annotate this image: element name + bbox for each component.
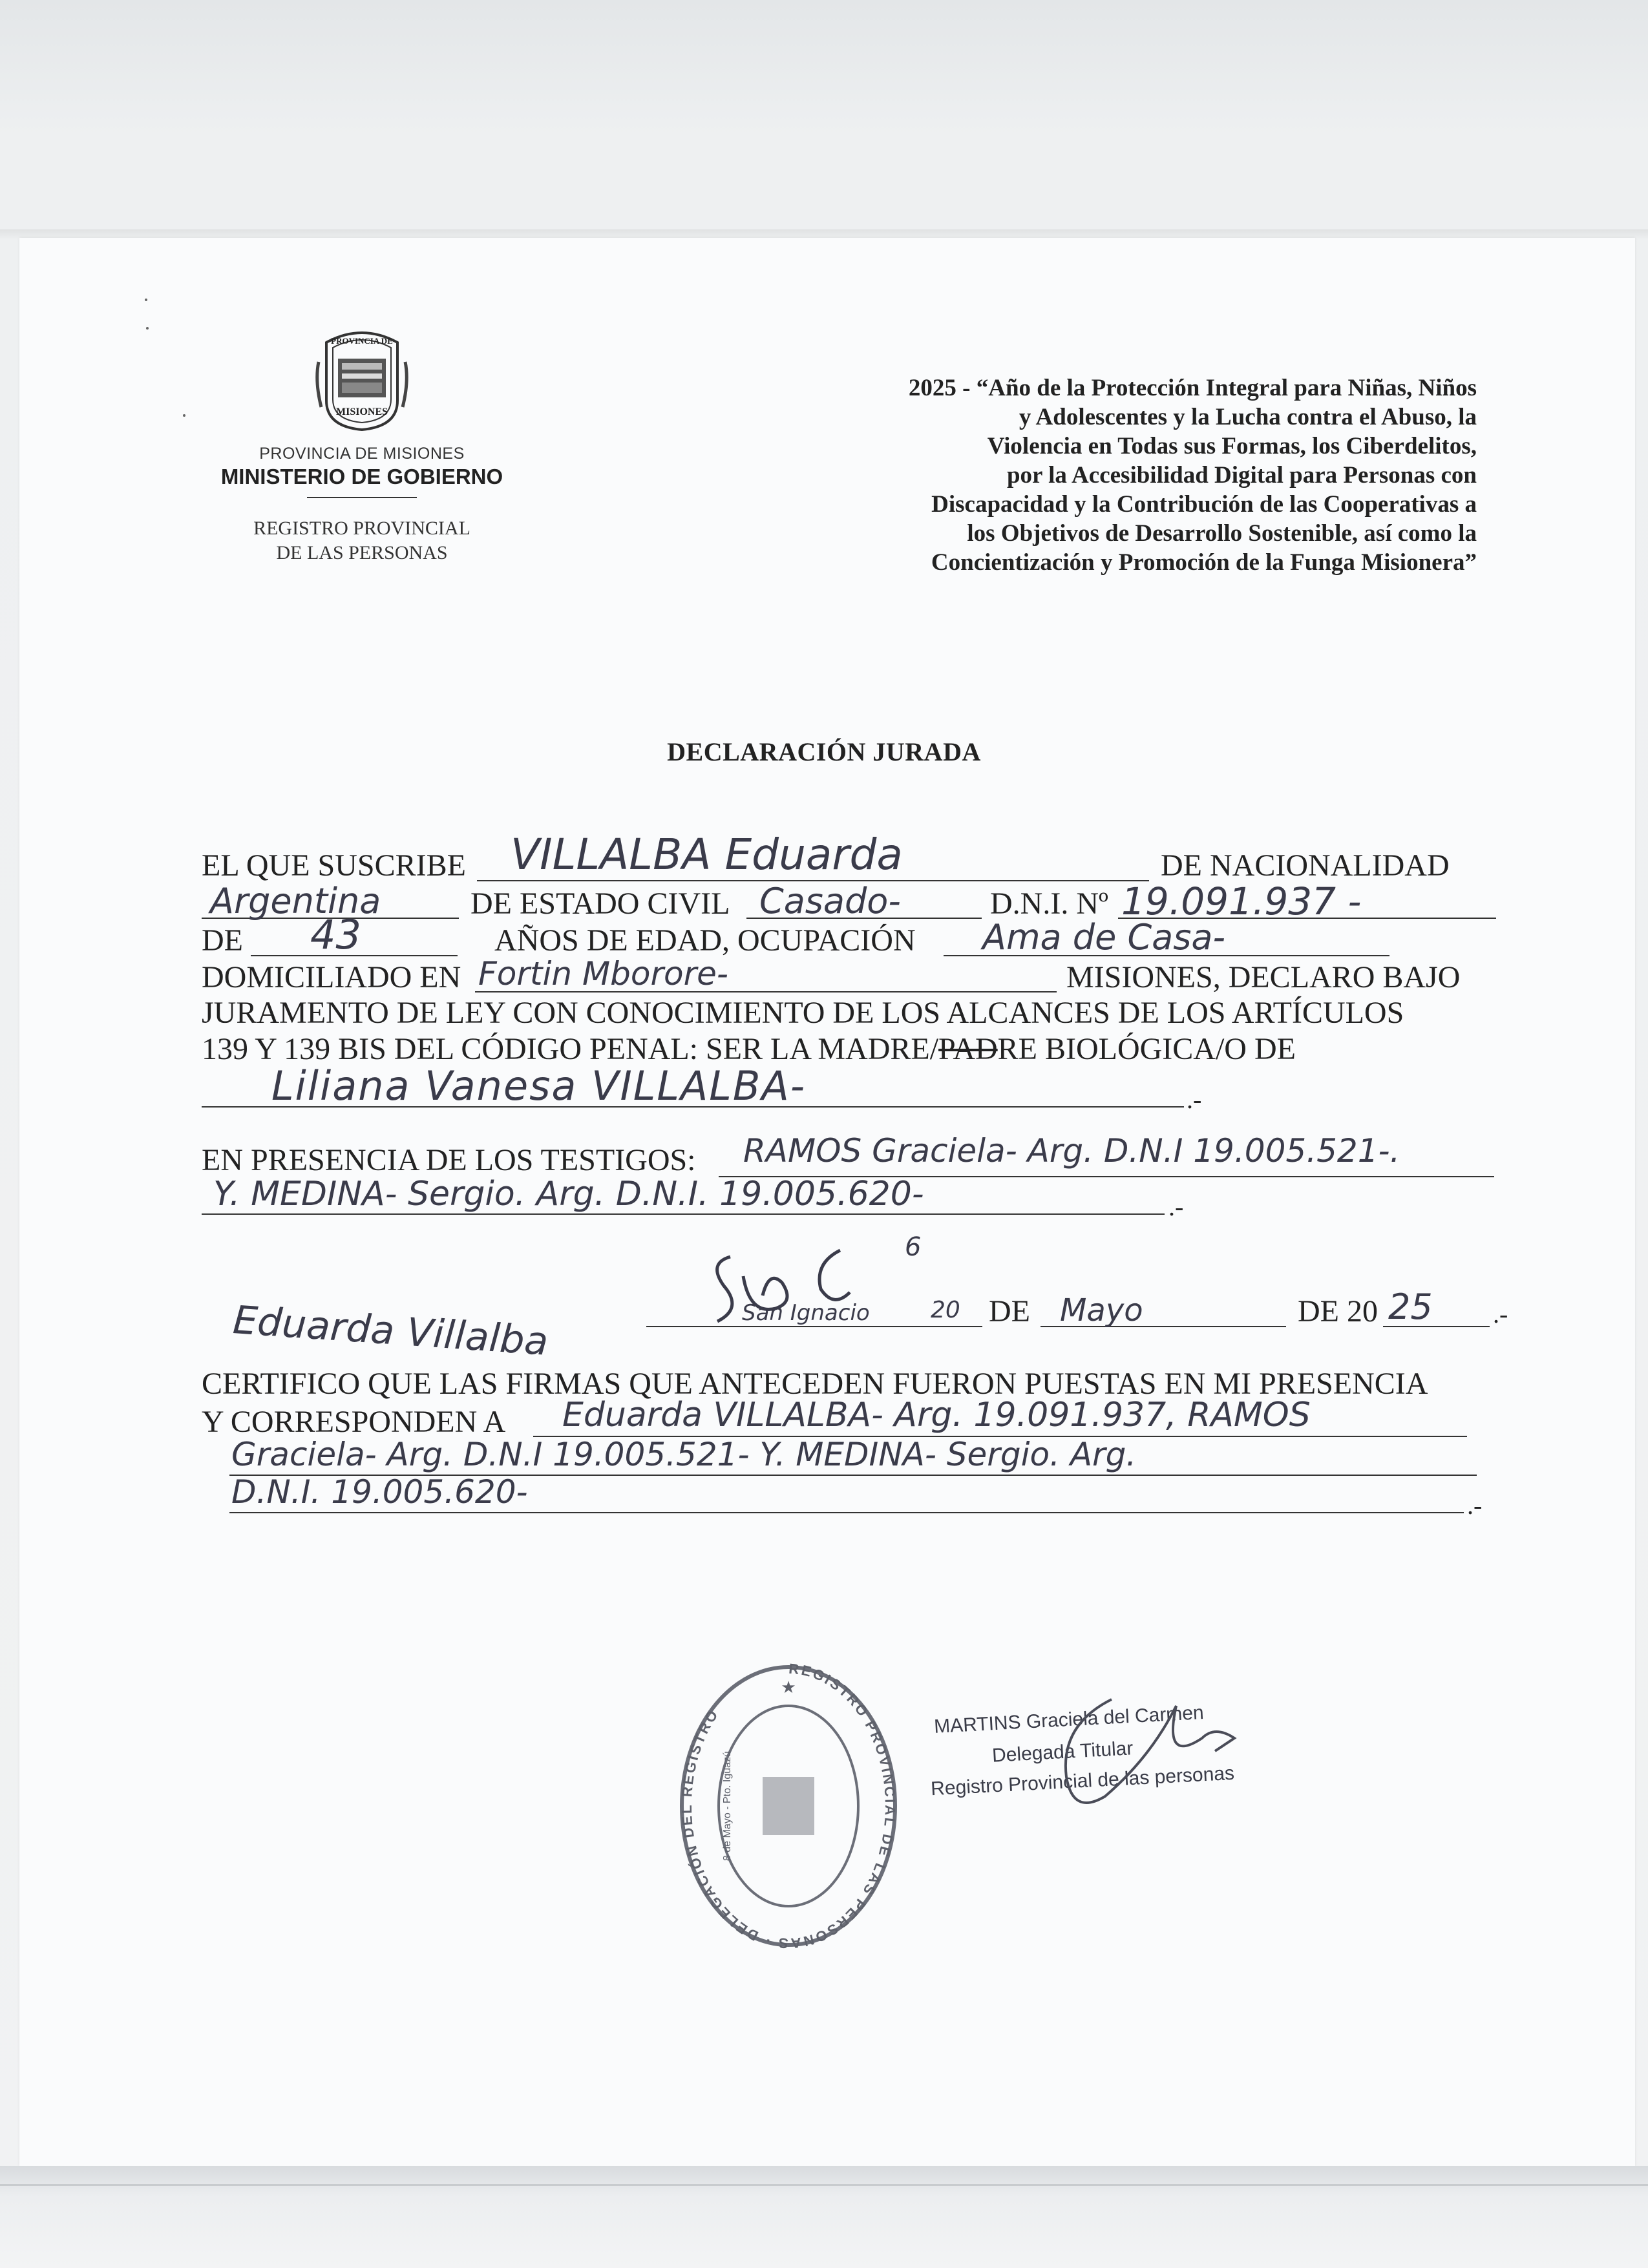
day-handwritten: 6	[905, 1232, 922, 1262]
witness-handwritten-1: RAMOS Graciela- Arg. D.N.I 19.005.521-.	[743, 1132, 1400, 1170]
label-corresponden: Y CORRESPONDEN A	[202, 1405, 506, 1439]
oath-line: JURAMENTO DE LEY CON CONOCIMIENTO DE LOS ALCANCES DE LOS ARTÍCULOS	[202, 996, 1404, 1030]
article-line-a: 139 Y 139 BIS DEL CÓDIGO PENAL: SER LA MADRE/	[202, 1032, 939, 1066]
witness-underline-2	[202, 1213, 1165, 1215]
cert-line: CERTIFICO QUE LAS FIRMAS QUE ANTECEDEN FUERON PUESTAS EN MI PRESENCIA	[202, 1367, 1428, 1401]
article-line	[202, 1034, 1296, 1065]
cert-handwritten-1: Eduarda VILLALBA- Arg. 19.091.937, RAMOS	[562, 1396, 1311, 1434]
motto-line: y Adolescentes y la Lucha contra el Abuso, la	[1019, 404, 1477, 430]
year-motto	[653, 373, 1477, 577]
label-misiones-declaro: MISIONES, DECLARO BAJO	[1066, 960, 1461, 994]
scan-speck	[146, 327, 149, 330]
scan-speck	[145, 299, 147, 301]
logo-divider	[307, 497, 417, 498]
stamp-inner-text: 8 de Mayo - Pto. Iguazú	[722, 1751, 733, 1861]
dni-handwritten: 19.091.937 -	[1121, 879, 1362, 923]
header-logo-block	[194, 323, 530, 565]
year-handwritten: 25	[1388, 1286, 1433, 1327]
registry-seal-stamp	[672, 1648, 905, 1951]
declarant-signature: Eduarda Villalba	[231, 1297, 550, 1365]
logo-line-province: PROVINCIA DE MISIONES	[259, 445, 465, 463]
label-age-occupation: AÑOS DE EDAD, OCUPACIÓN	[494, 923, 916, 958]
place-handwritten: San Ignacio	[742, 1300, 870, 1326]
registry-line-2: DE LAS PERSONAS	[276, 542, 448, 563]
label-suscribe: EL QUE SUSCRIBE	[202, 848, 466, 883]
date-mid-handwritten: 20	[931, 1297, 960, 1323]
official-signature-stroke	[1021, 1661, 1280, 1854]
cert-handwritten-2: Graciela- Arg. D.N.I 19.005.521- Y. MEDINA- Sergio. Arg.	[231, 1436, 1137, 1473]
official-name: MARTINS Graciela del Carmen	[933, 1702, 1205, 1738]
label-civil-status: DE ESTADO CIVIL	[470, 887, 730, 921]
official-office: Registro Provincial de las personas	[930, 1762, 1235, 1800]
article-line-b: RE BIOLÓGICA/O DE	[997, 1032, 1296, 1066]
label-witnesses: EN PRESENCIA DE LOS TESTIGOS:	[202, 1143, 696, 1177]
child-handwritten: Liliana Vanesa VILLALBA-	[271, 1062, 807, 1109]
motto-line: Violencia en Todas sus Formas, los Ciberdelitos,	[987, 433, 1477, 459]
age-handwritten: 43	[310, 911, 361, 958]
official-role: Delegada Titular	[991, 1738, 1134, 1767]
name-handwritten: VILLALBA Eduarda	[511, 830, 903, 879]
address-handwritten: Fortin Mborore-	[478, 955, 728, 992]
end-mark-4: .-	[1467, 1491, 1483, 1520]
registry-line-1: REGISTRO PROVINCIAL	[253, 518, 470, 539]
seal-emblem-icon	[763, 1777, 814, 1835]
occupation-handwritten: Ama de Casa-	[982, 917, 1225, 958]
civil-handwritten: Casado-	[759, 881, 901, 921]
motto-line: los Objetivos de Desarrollo Sostenible, así como la	[967, 520, 1477, 547]
label-date-de: DE	[989, 1294, 1030, 1328]
scan-bottom-strip	[0, 2166, 1648, 2268]
cert-handwritten-3: D.N.I. 19.005.620-	[231, 1473, 528, 1511]
label-dni: D.N.I. Nº	[990, 887, 1108, 921]
place-underline	[646, 1326, 982, 1327]
cert-underline-3	[229, 1512, 1464, 1513]
label-de: DE	[202, 923, 243, 958]
label-address: DOMICILIADO EN	[202, 960, 461, 994]
witness-handwritten-2: Y. MEDINA- Sergio. Arg. D.N.I. 19.005.620-	[213, 1175, 924, 1213]
end-mark-2: .-	[1168, 1192, 1184, 1221]
nationality-handwritten: Argentina	[210, 881, 381, 921]
motto-line: 2025 - “Año de la Protección Integral para Niñas, Niños	[908, 375, 1477, 401]
stamp-outer-text: REGISTRO PROVINCIAL DE LAS PERSONAS · DELEGACIÓN DEL REGISTRO	[678, 1660, 899, 1951]
scan-bottom-line	[0, 2184, 1648, 2186]
struck-padre: PAD	[938, 1032, 998, 1066]
motto-line: por la Accesibilidad Digital para Personas con	[1006, 462, 1477, 488]
month-handwritten: Mayo	[1060, 1292, 1143, 1328]
label-nationality: DE NACIONALIDAD	[1161, 848, 1450, 883]
motto-line: Discapacidad y la Contribución de las Cooperativas a	[931, 491, 1477, 518]
svg-text:★: ★	[781, 1678, 796, 1697]
crest-text-top: PROVINCIA DE	[331, 336, 393, 346]
crest-text-bottom: MISIONES	[335, 406, 388, 417]
logo-line-ministry: MINISTERIO DE GOBIERNO	[220, 465, 503, 488]
scan-speck	[183, 414, 185, 417]
province-crest-icon	[313, 323, 410, 433]
label-year: DE 20	[1298, 1294, 1378, 1328]
end-mark: .-	[1187, 1085, 1202, 1114]
document-title: DECLARACIÓN JURADA	[667, 737, 981, 766]
end-mark-3: .-	[1493, 1299, 1508, 1328]
motto-line: Concientización y Promoción de la Funga Misionera”	[931, 549, 1477, 576]
